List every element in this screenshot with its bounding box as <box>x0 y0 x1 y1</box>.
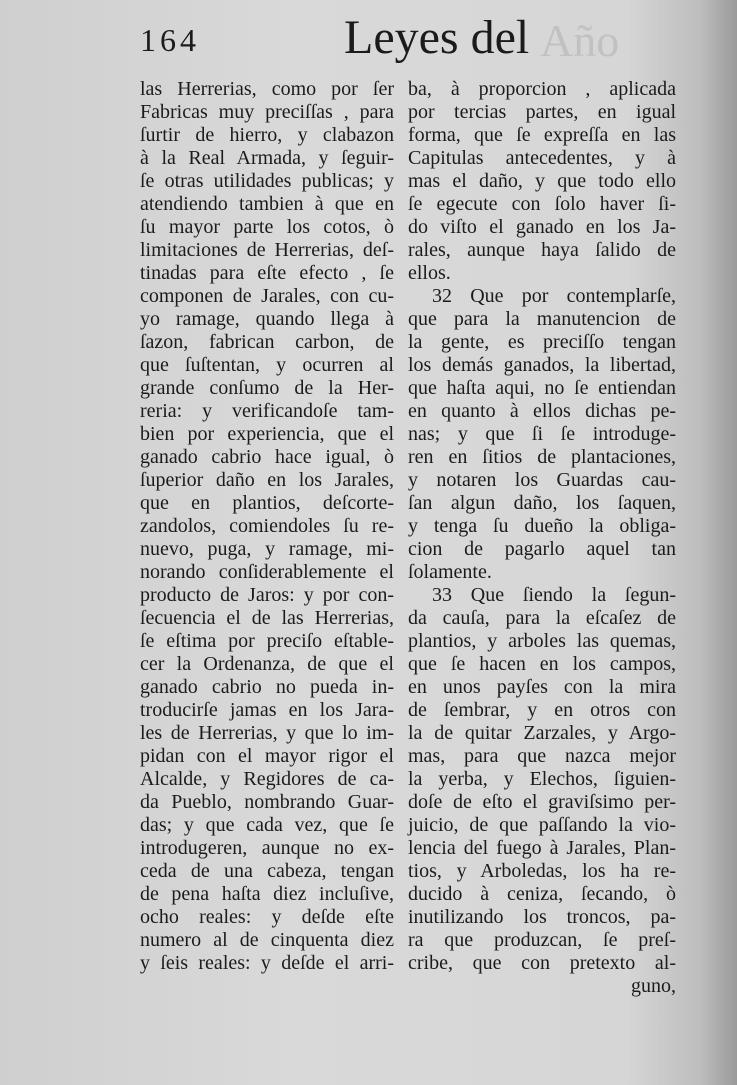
text-line: y tenga ſu dueño la obliga- <box>408 515 676 537</box>
text-line: por tercias partes, en igual <box>408 101 676 123</box>
text-line: que ſe hacen en los campos, <box>408 653 676 675</box>
text-line: ellos. <box>408 262 451 284</box>
text-line: ducido à ceniza, ſecando, ò <box>408 883 676 905</box>
text-line: numero al de cinquenta diez <box>140 929 394 951</box>
text-line: cribe, que con pretexto al- <box>408 952 676 974</box>
page-number: 164 <box>140 22 200 58</box>
text-line: inutilizando los troncos, pa- <box>408 906 676 928</box>
text-line: la gente, es preciſſo tengan <box>408 331 676 353</box>
text-line: ſuperior daño en los Jarales, <box>140 469 394 491</box>
text-line: juicio, de que paſſando la vio- <box>408 814 676 836</box>
text-line: ſan algun daño, los ſaquen, <box>408 492 676 514</box>
text-line: pidan con el mayor rigor el <box>140 745 394 767</box>
text-line: la de quitar Zarzales, y Argo- <box>408 722 676 744</box>
text-line: de ſembrar, y en otros con <box>408 699 676 721</box>
text-line: ſurtir de hierro, y clabazon <box>140 124 394 146</box>
text-line: doſe de eſto el graviſsimo per- <box>408 791 676 813</box>
text-line: ſecuencia el de las Herrerias, <box>140 607 394 629</box>
text-line: ren en ſitios de plantaciones, <box>408 446 676 468</box>
text-line: ganado cabrio no pueda in- <box>140 676 394 698</box>
text-line: atendiendo tambien à que en <box>140 193 394 215</box>
text-line: yo ramage, quando llega à <box>140 308 394 330</box>
text-line: ſu mayor parte los cotos, ò <box>140 216 394 238</box>
left-text-column <box>140 78 394 975</box>
text-line: y ſeis reales: y deſde el arri- <box>140 952 394 974</box>
text-line: las Herrerias, como por ſer <box>140 78 394 100</box>
bleed-through-text: Año <box>540 15 620 66</box>
text-line: zandolos, comiendoles ſu re- <box>140 515 394 537</box>
text-line: ſe otras utilidades publicas; y <box>140 170 394 192</box>
text-line: que haſta aqui, no ſe entiendan <box>408 377 676 399</box>
text-line: de pena haſta diez incluſive, <box>140 883 394 905</box>
text-line: forma, que ſe expreſſa en las <box>408 124 676 146</box>
text-line: limitaciones de Herrerias, deſ- <box>140 239 394 261</box>
text-line: 33 Que ſiendo la ſegun- <box>432 584 676 606</box>
text-line: nas; y que ſi ſe introduge- <box>408 423 676 445</box>
text-line: ganado cabrio hace igual, ò <box>140 446 394 468</box>
text-line: en unos payſes con la mira <box>408 676 676 698</box>
text-line: les de Herrerias, y que lo im- <box>140 722 394 744</box>
text-line: 32 Que por contemplarſe, <box>432 285 676 307</box>
text-line: tios, y Arboledas, los ha re- <box>408 860 676 882</box>
text-line: reria: y verificandoſe tam- <box>140 400 394 422</box>
text-line: plantios, y arboles las quemas, <box>408 630 676 652</box>
text-line: que en plantios, deſcorte- <box>140 492 394 514</box>
text-line: mas, para que nazca mejor <box>408 745 676 767</box>
text-line: introdugeren, aunque no ex- <box>140 837 394 859</box>
text-line: que para la manutencion de <box>408 308 676 330</box>
text-line: ſe egecute con ſolo haver ſi- <box>408 193 676 215</box>
text-line: à la Real Armada, y ſeguir- <box>140 147 394 169</box>
text-line: producto de Jaros: y por con- <box>140 584 394 606</box>
running-title: Leyes del <box>344 11 530 64</box>
text-line: bien por experiencia, que el <box>140 423 394 445</box>
text-line: nuevo, puga, y ramage, mi- <box>140 538 394 560</box>
text-line: y notaren los Guardas cau- <box>408 469 676 491</box>
text-line: da Pueblo, nombrando Guar- <box>140 791 394 813</box>
text-line: do viſto el ganado en los Ja- <box>408 216 676 238</box>
text-line: cer la Ordenanza, de que el <box>140 653 394 675</box>
text-line: los demás ganados, la libertad, <box>408 354 676 376</box>
text-line: Fabricas muy preciſſas , para <box>140 101 394 123</box>
text-line: mas el daño, y que todo ello <box>408 170 676 192</box>
text-line: grande conſumo de la Her- <box>140 377 394 399</box>
text-line: cion de pagarlo aquel tan <box>408 538 676 560</box>
text-line: guno, <box>631 975 676 997</box>
text-line: ra que produzcan, ſe preſ- <box>408 929 676 951</box>
text-line: das; y que cada vez, que ſe <box>140 814 394 836</box>
text-line: ſazon, fabrican carbon, de <box>140 331 394 353</box>
text-line: ceda de una cabeza, tengan <box>140 860 394 882</box>
text-line: ſe eſtima por preciſo eſtable- <box>140 630 394 652</box>
text-line: ocho reales: y deſde eſte <box>140 906 394 928</box>
text-line: componen de Jarales, con cu- <box>140 285 394 307</box>
text-line: da cauſa, para la eſcaſez de <box>408 607 676 629</box>
text-line: ſolamente. <box>408 561 492 583</box>
text-line: en quanto à ellos dichas pe- <box>408 400 676 422</box>
right-text-column <box>408 78 676 998</box>
text-line: tinadas para eſte efecto , ſe <box>140 262 394 284</box>
text-line: norando conſiderablemente el <box>140 561 394 583</box>
text-line: ba, à proporcion , aplicada <box>408 78 676 100</box>
text-line: Alcalde, y Regidores de ca- <box>140 768 394 790</box>
text-line: troducirſe jamas en los Jara- <box>140 699 394 721</box>
text-line: Capitulas antecedentes, y à <box>408 147 676 169</box>
text-line: que ſuſtentan, y ocurren al <box>140 354 394 376</box>
text-line: la yerba, y Elechos, ſiguien- <box>408 768 676 790</box>
text-line: rales, aunque haya ſalido de <box>408 239 676 261</box>
text-line: lencia del fuego à Jarales, Plan- <box>408 837 676 859</box>
